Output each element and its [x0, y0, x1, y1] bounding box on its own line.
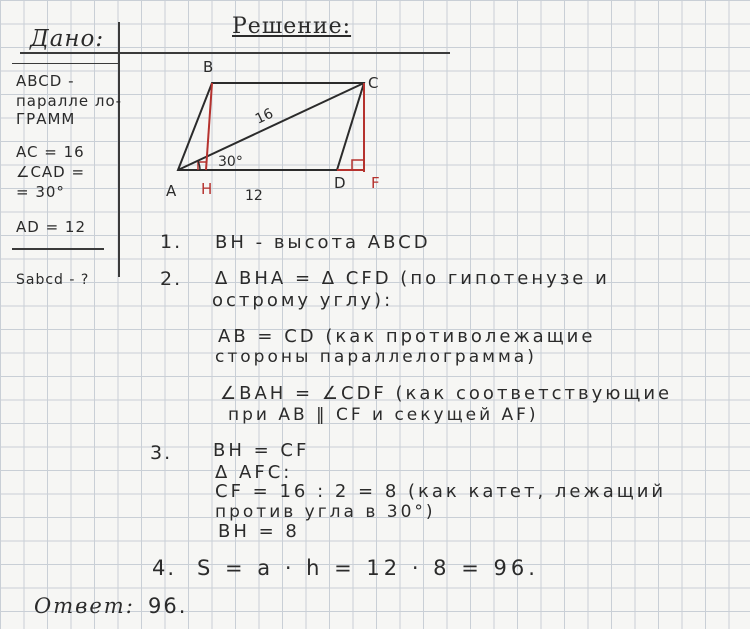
- step-3-number: 3.: [150, 442, 173, 464]
- step-3-line-3: CF = 16 : 2 = 8 (как катет, лежащий: [215, 481, 667, 502]
- step-2-line-5: ∠BAH = ∠CDF (как соответствующие: [220, 383, 673, 404]
- given-line-4: AC = 16: [16, 143, 85, 161]
- step-2-line-6: при AB ‖ CF и секущей AF): [228, 405, 539, 425]
- step-2-line-3: AB = CD (как противолежащие: [218, 326, 596, 347]
- step-2-line-2: острому углу):: [212, 290, 394, 311]
- given-line-6: = 30°: [16, 183, 65, 201]
- angle-label: 30°: [218, 154, 243, 170]
- step-1-number: 1.: [160, 231, 183, 253]
- given-line-2: паралле ло-: [16, 92, 123, 110]
- step-1-line-1: BH - высота ABCD: [215, 232, 431, 253]
- step-2-number: 2.: [160, 268, 183, 290]
- given-header: Дано:: [30, 26, 105, 52]
- vertex-h: H: [201, 180, 213, 198]
- given-line-3: ГРАММ: [16, 110, 76, 128]
- step-2-line-1: Δ BHA = Δ CFD (по гипотенузе и: [215, 268, 610, 289]
- vertex-d: D: [334, 174, 346, 192]
- diagonal-label: 16: [252, 105, 276, 128]
- step-3-line-5: BH = 8: [218, 521, 300, 542]
- step-3-line-2: Δ AFC:: [215, 462, 293, 483]
- vertex-f: F: [371, 174, 380, 192]
- step-3-line-1: BH = CF: [213, 440, 310, 461]
- step-4-line-1: S = a · h = 12 · 8 = 96.: [197, 556, 539, 580]
- vertex-c: C: [368, 74, 379, 92]
- right-angle-f: [352, 160, 364, 170]
- given-line-1: ABCD -: [16, 72, 75, 90]
- answer-value: 96.: [148, 594, 188, 618]
- step-4-number: 4.: [152, 556, 177, 580]
- step-3-line-4: против угла в 30°): [215, 502, 436, 522]
- answer-label: Ответ:: [34, 594, 135, 618]
- given-line-7: AD = 12: [16, 218, 87, 236]
- step-2-line-4: стороны параллелограмма): [215, 347, 537, 367]
- given-line-5: ∠CAD =: [16, 163, 86, 181]
- base-label: 12: [245, 188, 263, 204]
- given-find: Sabcd - ?: [16, 272, 90, 288]
- vertex-a: A: [166, 182, 177, 200]
- vertex-b: B: [203, 58, 214, 76]
- solution-header: Решение:: [232, 14, 352, 39]
